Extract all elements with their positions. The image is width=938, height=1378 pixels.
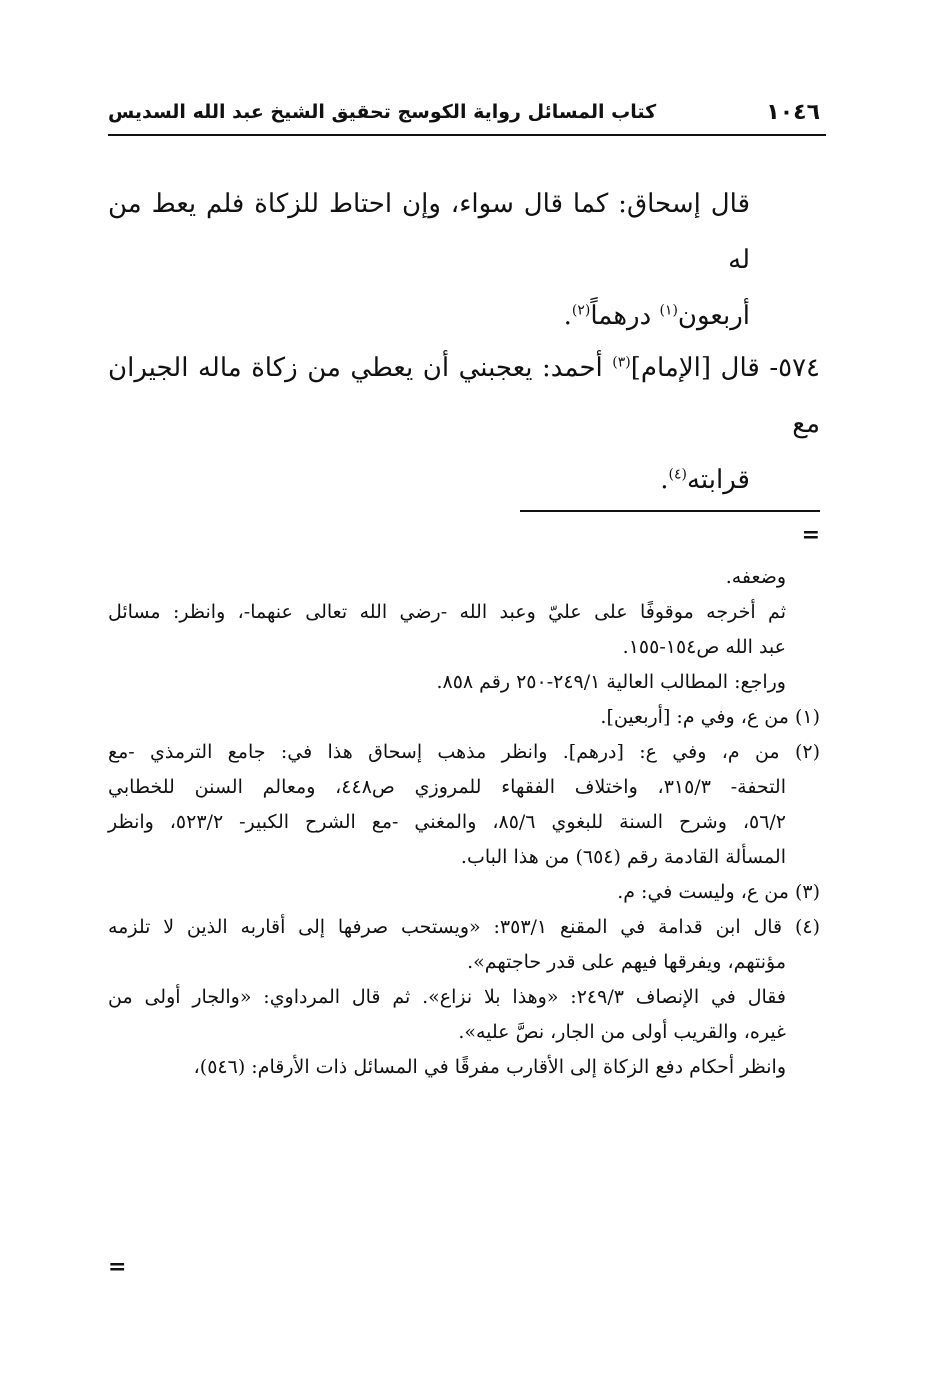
footnote-ref: (٣): [612, 354, 631, 371]
footnote-line: غيره، والقريب أولى من الجار، نصَّ عليه».: [458, 1021, 786, 1043]
text-run: .: [563, 301, 572, 331]
text-run: درهماً: [590, 301, 660, 331]
running-title: كتاب المسائل رواية الكوسج تحقيق الشيخ عبد الله السديس: [108, 101, 657, 123]
footnote-line: ٥٦/٢، وشرح السنة للبغوي ٨٥/٦، والمغني -مع الشرح الكبير- ٥٢٣/٢، وانظر: [108, 811, 787, 833]
text-run: .: [660, 465, 669, 495]
footnotes: [108, 560, 820, 1085]
footnote-line: التحفة- ٣١٥/٣، واختلاف الفقهاء للمروزي ص٤٤٨، ومعالم السنن للخطابي: [108, 776, 786, 798]
footnote-separator: [520, 510, 820, 512]
paragraph-line: قال إسحاق: كما قال سواء، وإن احتاط للزكاة فلم يعط من له: [108, 189, 750, 275]
text-run: قرابته: [686, 465, 750, 495]
footnote-line: وانظر أحكام دفع الزكاة إلى الأقارب مفرقًا في المسائل ذات الأرقام: (٥٤٦)،: [193, 1056, 786, 1078]
paragraph-line: [108, 288, 820, 344]
continuation-mark: =: [801, 522, 820, 548]
text-run: أحمد: يعجبني أن يعطي من زكاة ماله الجيران مع: [108, 353, 820, 439]
header-rule: [108, 134, 826, 136]
page-number: ١٠٤٦: [766, 99, 820, 125]
end-continuation-mark: =: [108, 1254, 127, 1280]
footnote-line: فقال في الإنصاف ٢٤٩/٣: «وهذا بلا نزاع». ثم قال المرداوي: «والجار أولى من: [108, 986, 786, 1008]
footnote-line: (١) من ع، وفي م: [أربعين].: [600, 706, 820, 728]
paragraph-line: [108, 452, 820, 508]
text-run: ٥٧٤- قال [الإمام]: [630, 353, 821, 383]
text-run: أربعون: [677, 301, 750, 331]
footnote-line: وضعفه.: [725, 566, 786, 588]
footnote-line: عبد الله ص١٥٤-١٥٥.: [622, 636, 786, 658]
footnote-line: ثم أخرجه موقوفًا على عليّ وعبد الله -رضي الله تعالى عنهما-، وانظر: مسائل: [108, 601, 786, 623]
footnote-line: مؤنتهم، ويفرقها فيهم على قدر حاجتهم».: [467, 951, 786, 973]
footnote-line: (٤) قال ابن قدامة في المقنع ٣٥٣/١: «ويستحب صرفها إلى أقاربه الذين لا تلزمه: [108, 916, 821, 938]
page-header: [108, 92, 820, 132]
footnote-ref: (١): [659, 302, 678, 319]
footnote-line: (٣) من ع، وليست في: م.: [617, 881, 820, 903]
footnote-line: المسألة القادمة رقم (٦٥٤) من هذا الباب.: [460, 846, 786, 868]
footnote-line: (٢) من م، وفي ع: [درهم]. وانظر مذهب إسحاق هذا في: جامع الترمذي -مع: [108, 741, 820, 763]
paragraph-574: [108, 340, 820, 508]
footnote-line: وراجع: المطالب العالية ٢٤٩/١-٢٥٠ رقم ٨٥٨.: [436, 671, 786, 693]
paragraph-ishaq: [108, 176, 820, 344]
footnote-ref: (٢): [571, 302, 591, 319]
footnote-ref: (٤): [668, 466, 687, 483]
paragraph-line: [108, 340, 820, 452]
